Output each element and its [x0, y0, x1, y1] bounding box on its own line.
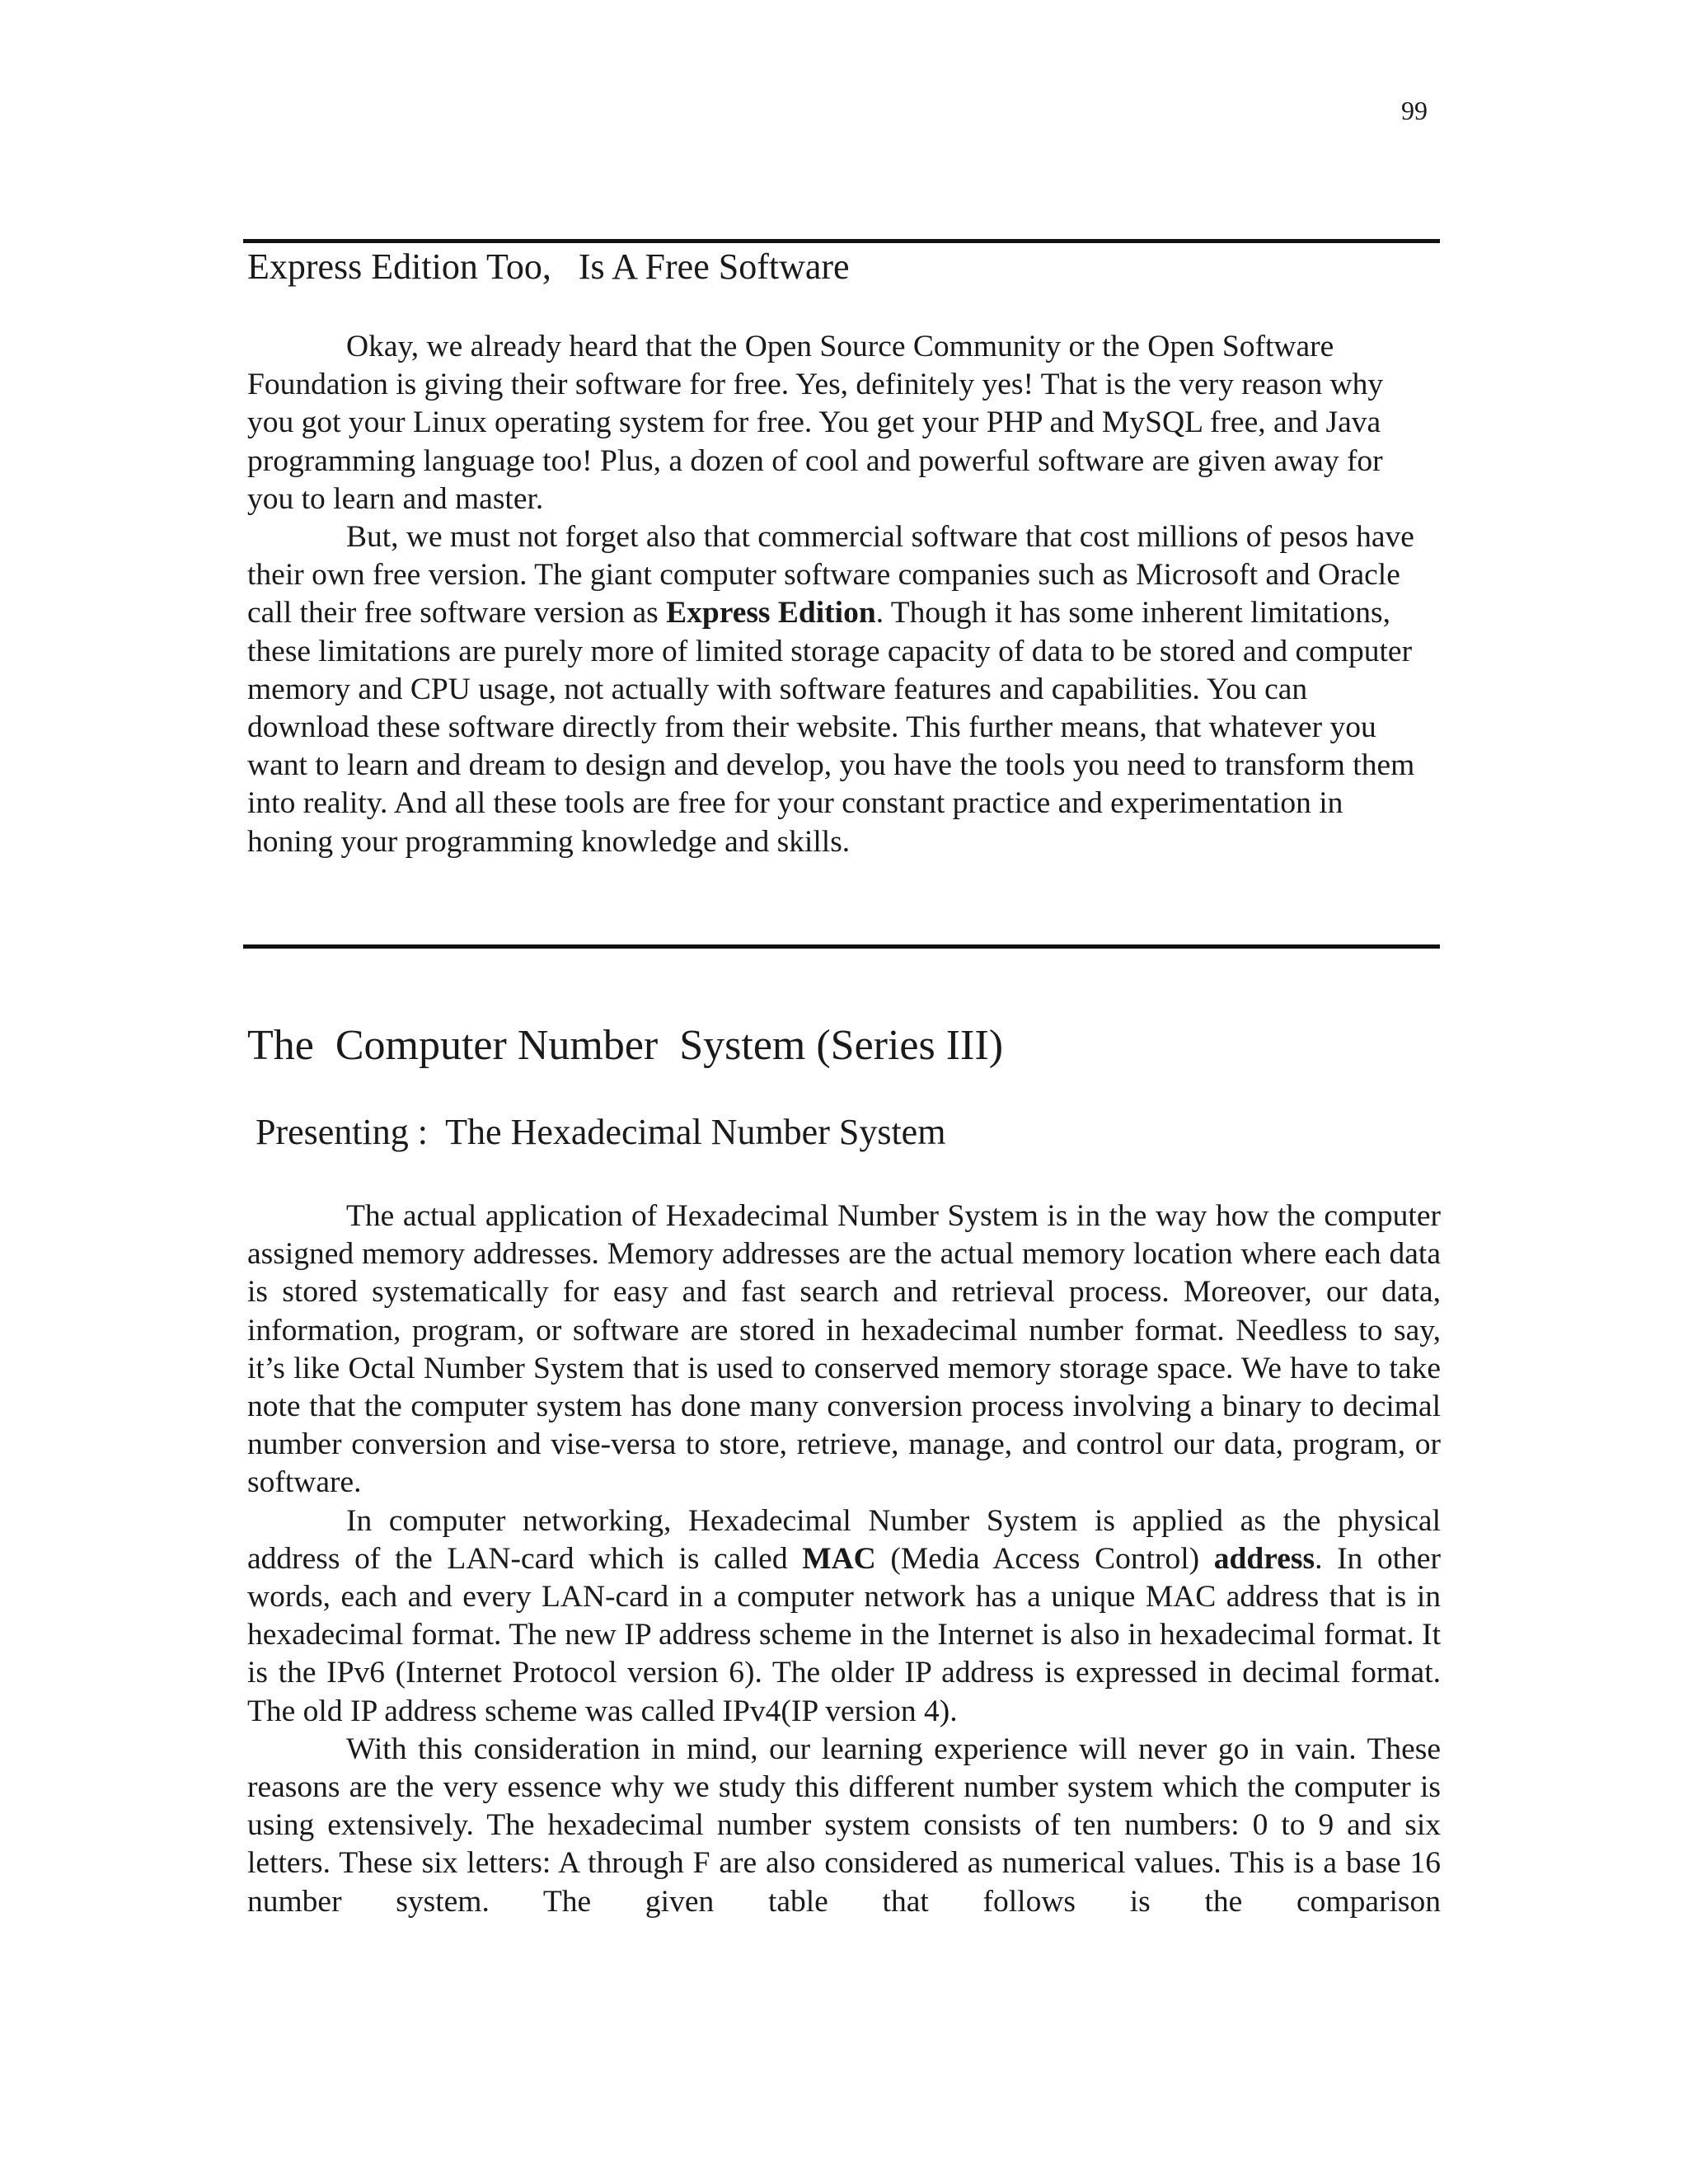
box-top-rule	[243, 239, 1440, 243]
section-title: The Computer Number System (Series III)	[247, 1022, 1004, 1069]
section-subtitle: Presenting : The Hexadecimal Number System	[256, 1112, 946, 1152]
address-term: address	[1213, 1541, 1315, 1576]
mac-term: MAC	[802, 1541, 876, 1576]
box-paragraph-1: Okay, we already heard that the Open Source Community or the Open Software Foundation is giving their software for free. Yes, definitely yes! That is the very reason why you got your Linux operating system for free. You get your PHP and MySQL free, and Java programming language too! Plus, a dozen of cool and powerful software are given away for you to learn and master.	[247, 330, 1384, 516]
section-paragraph-3: With this consideration in mind, our learning experience will never go in vain. These reasons are the very essence why we study this different number system which the computer is using extensively. The hexadecimal number system consists of ten numbers: 0 to 9 and six letters. These six letters: A through F are also considered as numerical values. This is a base 16 number system. The given table that follows is the comparison	[247, 1732, 1441, 1919]
express-edition-term: Express Edition	[666, 596, 876, 630]
box-paragraph-2	[247, 518, 1426, 861]
section-paragraph-2-middle: (Media Access Control)	[875, 1541, 1214, 1576]
box-paragraph-2-end: . Though it has some inherent limitations, these limitations are purely more of limited storage capacity of data to be stored and computer memory and CPU usage, not actually with software features and capabilities. You can download these software directly from their website. This further means, that whatever you want to learn and dream to design and develop, you have the tools you need to transform them into reality. And all these tools are free for your constant practice and experimentation in honing your programming knowledge and skills.	[247, 596, 1415, 859]
section-paragraph-2-end: . In other words, each and every LAN-card in a computer network has a unique MAC address that is in hexadecimal format. The new IP address scheme in the Internet is also in hexadecimal format. It is the IPv6 (Internet Protocol version 6). The older IP address is expressed in decimal format. The old IP address scheme was called IPv4(IP version 4).	[247, 1541, 1441, 1728]
box-paragraph-2-start: But, we must not forget also that commercial software that cost millions of pesos have their own free version. The giant computer software companies such as Microsoft and Oracle call their free software version as	[247, 520, 1414, 630]
box-bottom-rule	[243, 944, 1440, 949]
section-paragraph-1: The actual application of Hexadecimal Number System is in the way how the computer assigned memory addresses. Memory addresses are the actual memory location where each data is stored systematically for easy and fast search and retrieval process. Moreover, our data, information, program, or software are stored in hexadecimal number format. Needless to say, it’s like Octal Number System that is used to conserved memory storage space. We have to take note that the computer system has done many conversion process involving a binary to decimal number conversion and vise-versa to store, retrieve, manage, and control our data, program, or software.	[247, 1199, 1441, 1500]
section-paragraph-2-start: In computer networking, Hexadecimal Number System is applied as the physical address of the LAN-card which is called	[247, 1503, 1441, 1576]
box-body	[247, 328, 1426, 861]
section-paragraph-2	[247, 1502, 1441, 1731]
section-body	[247, 1197, 1441, 1921]
page-number: 99	[1401, 96, 1428, 125]
box-title: Express Edition Too, Is A Free Software	[247, 246, 850, 287]
